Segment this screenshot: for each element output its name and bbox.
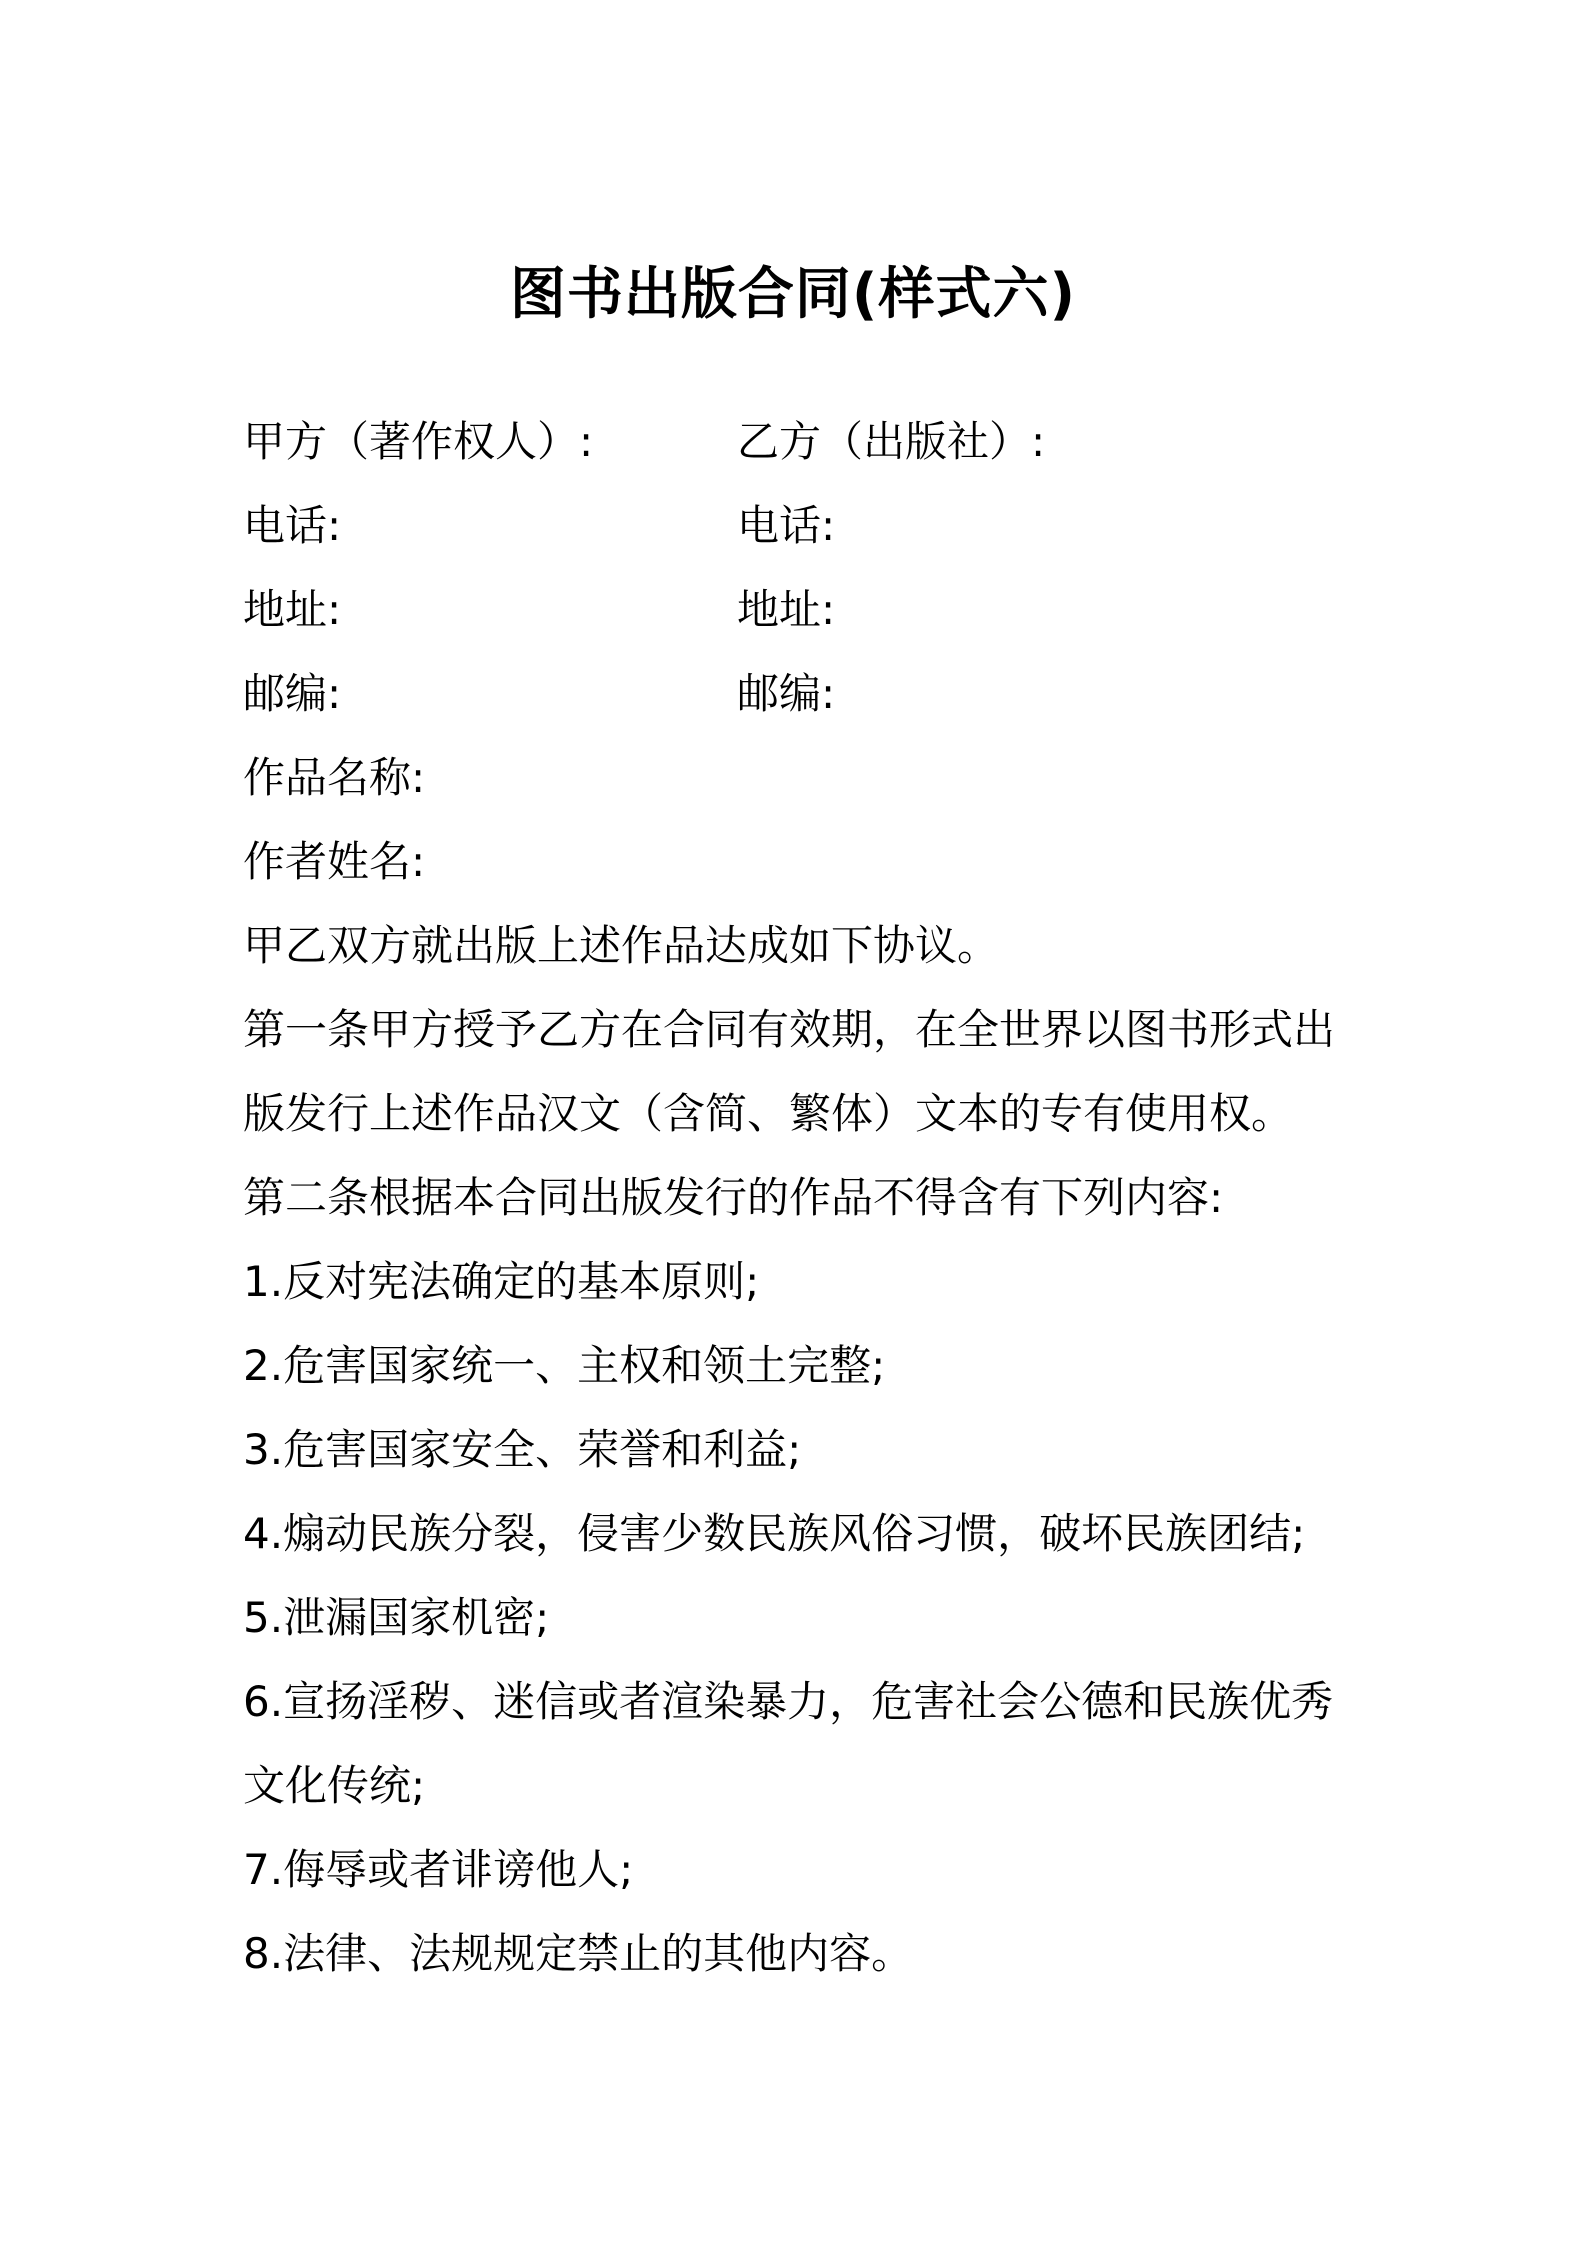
party-b-address-label: 地址:	[737, 585, 836, 634]
list-item: 4.煽动民族分裂，侵害少数民族风俗习惯，破坏民族团结;	[243, 1509, 1306, 1558]
list-item: 7.侮辱或者诽谤他人;	[243, 1845, 634, 1894]
party-a-phone-label: 电话:	[243, 501, 342, 550]
author-name-label: 作者姓名:	[243, 837, 426, 886]
list-item: 8.法律、法规规定禁止的其他内容。	[243, 1929, 914, 1978]
article-2-heading: 第二条根据本合同出版发行的作品不得含有下列内容:	[243, 1173, 1224, 1222]
party-a-label: 甲方（著作权人）:	[243, 417, 594, 466]
intro-paragraph: 甲乙双方就出版上述作品达成如下协议。	[243, 921, 1000, 970]
party-a-address-label: 地址:	[243, 585, 342, 634]
article-1-line-1: 第一条甲方授予乙方在合同有效期，在全世界以图书形式出	[243, 1005, 1336, 1054]
party-b-postcode-label: 邮编:	[737, 669, 836, 718]
list-item: 1.反对宪法确定的基本原则;	[243, 1257, 760, 1306]
list-item: 2.危害国家统一、主权和领土完整;	[243, 1341, 886, 1390]
party-b-label: 乙方（出版社）:	[737, 417, 1046, 466]
party-b-phone-label: 电话:	[737, 501, 836, 550]
list-item: 6.宣扬淫秽、迷信或者渲染暴力，危害社会公德和民族优秀	[243, 1677, 1334, 1726]
list-item: 3.危害国家安全、荣誉和利益;	[243, 1425, 802, 1474]
list-item: 5.泄漏国家机密;	[243, 1593, 550, 1642]
article-1-line-2: 版发行上述作品汉文（含简、繁体）文本的专有使用权。	[243, 1089, 1294, 1138]
list-item-continuation: 文化传统;	[243, 1761, 426, 1810]
work-title-label: 作品名称:	[243, 753, 426, 802]
document-title: 图书出版合同(样式六)	[509, 262, 1077, 327]
party-a-postcode-label: 邮编:	[243, 669, 342, 718]
